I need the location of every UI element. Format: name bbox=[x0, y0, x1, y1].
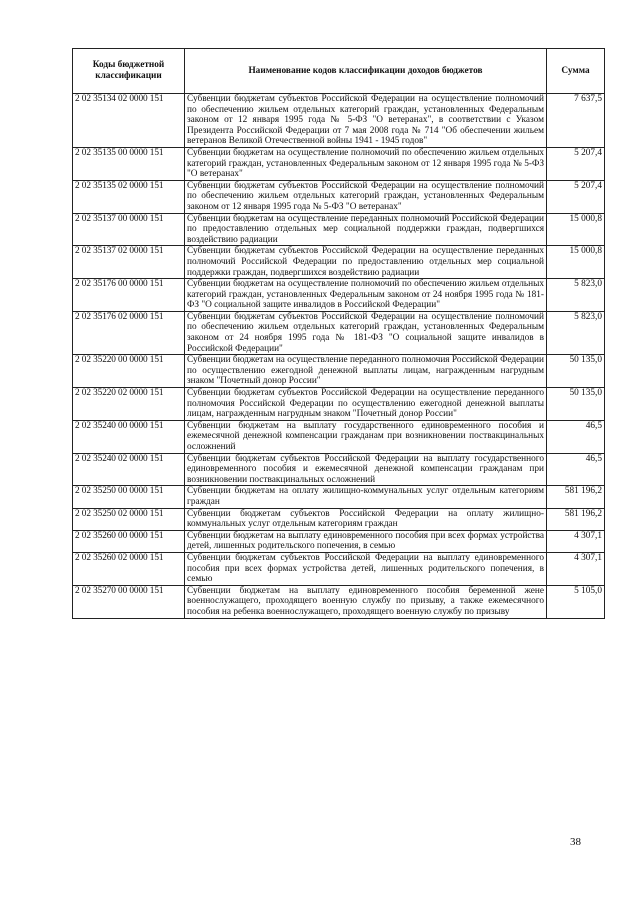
cell-code: 2 02 35176 00 0000 151 bbox=[73, 279, 185, 312]
table-row bbox=[73, 355, 605, 388]
cell-sum: 5 207,4 bbox=[547, 180, 605, 213]
table-row bbox=[73, 388, 605, 421]
cell-code: 2 02 35137 02 0000 151 bbox=[73, 246, 185, 279]
cell-sum: 15 000,8 bbox=[547, 246, 605, 279]
table-row bbox=[73, 147, 605, 180]
cell-name: Субвенции бюджетам на выплату единовременного пособия беременной жене военнослужащего, проходящего военную службу по призыву, а также ежемесячного пособия на ребенка военнослужащего, проходящего военную службу по призыву bbox=[185, 585, 547, 618]
table-header-row bbox=[73, 49, 605, 94]
header-name: Наименование кодов классификации доходов бюджетов bbox=[185, 49, 547, 94]
cell-code: 2 02 35220 00 0000 151 bbox=[73, 355, 185, 388]
cell-name: Субвенции бюджетам субъектов Российской Федерации на выплату государственного единовременного пособия и ежемесячной денежной компенсации гражданам при возникновении поствакцинальных осложнений bbox=[185, 453, 547, 486]
cell-sum: 7 637,5 bbox=[547, 94, 605, 148]
page-number: 38 bbox=[570, 836, 581, 848]
cell-name: Субвенции бюджетам субъектов Российской Федерации на осуществление полномочий по обеспечению жильем отдельных категорий граждан, установленных Федеральным законом от 24 ноября 1995 года № 181-ФЗ "О социальной защите инвалидов в Российской Федерации" bbox=[185, 311, 547, 354]
cell-code: 2 02 35135 00 0000 151 bbox=[73, 147, 185, 180]
budget-classification-table bbox=[72, 48, 605, 619]
cell-name: Субвенции бюджетам субъектов Российской Федерации на осуществление полномочий по обеспечению жильем отдельных категорий граждан, установленных Федеральным законом от 12 января 1995 года № 5-ФЗ "О ветеранах", в соответствии с Указом Президента Российской Федерации от 7 мая 2008 года № 714 "Об обеспечении жильем ветеранов Великой Отечественной войны 1941 - 1945 годов" bbox=[185, 94, 547, 148]
header-sum: Сумма bbox=[547, 49, 605, 94]
table-row bbox=[73, 420, 605, 453]
cell-sum: 4 307,1 bbox=[547, 530, 605, 552]
cell-code: 2 02 35134 02 0000 151 bbox=[73, 94, 185, 148]
table-row bbox=[73, 530, 605, 552]
table-row bbox=[73, 585, 605, 618]
cell-sum: 5 207,4 bbox=[547, 147, 605, 180]
cell-code: 2 02 35135 02 0000 151 bbox=[73, 180, 185, 213]
cell-code: 2 02 35240 00 0000 151 bbox=[73, 420, 185, 453]
cell-sum: 15 000,8 bbox=[547, 213, 605, 246]
table-row bbox=[73, 180, 605, 213]
table-row bbox=[73, 311, 605, 354]
cell-sum: 581 196,2 bbox=[547, 486, 605, 508]
cell-sum: 4 307,1 bbox=[547, 552, 605, 585]
cell-name: Субвенции бюджетам субъектов Российской Федерации на осуществление переданного полномочия Российской Федерации по осуществлению ежегодной денежной выплаты лицам, награжденным нагрудным знаком "Почетный донор России" bbox=[185, 388, 547, 421]
cell-name: Субвенции бюджетам субъектов Российской Федерации на осуществление полномочий по обеспечению жильем отдельных категорий граждан, установленных Федеральным законом от 12 января 1995 года № 5-ФЗ "О ветеранах" bbox=[185, 180, 547, 213]
cell-code: 2 02 35250 02 0000 151 bbox=[73, 508, 185, 530]
cell-name: Субвенции бюджетам на осуществление полномочий по обеспечению жильем отдельных категорий граждан, установленных Федеральным законом от 12 января 1995 года № 5-ФЗ "О ветеранах" bbox=[185, 147, 547, 180]
cell-name: Субвенции бюджетам субъектов Российской Федерации на осуществление переданных полномочий Российской Федерации по предоставлению отдельных мер социальной поддержки граждан, подвергшихся воздействию радиации bbox=[185, 246, 547, 279]
cell-sum: 5 823,0 bbox=[547, 279, 605, 312]
document-page bbox=[72, 48, 604, 619]
cell-sum: 46,5 bbox=[547, 420, 605, 453]
cell-name: Субвенции бюджетам на осуществление полномочий по обеспечению жильем отдельных категорий граждан, установленных Федеральным законом от 24 ноября 1995 года № 181-ФЗ "О социальной защите инвалидов в Российской Федерации" bbox=[185, 279, 547, 312]
cell-code: 2 02 35250 00 0000 151 bbox=[73, 486, 185, 508]
table-row bbox=[73, 213, 605, 246]
cell-name: Субвенции бюджетам субъектов Российской Федерации на оплату жилищно-коммунальных услуг отдельным категориям граждан bbox=[185, 508, 547, 530]
cell-name: Субвенции бюджетам на выплату единовременного пособия при всех формах устройства детей, лишенных родительского попечения, в семью bbox=[185, 530, 547, 552]
cell-sum: 50 135,0 bbox=[547, 388, 605, 421]
cell-code: 2 02 35176 02 0000 151 bbox=[73, 311, 185, 354]
cell-sum: 5 105,0 bbox=[547, 585, 605, 618]
table-row bbox=[73, 453, 605, 486]
cell-sum: 5 823,0 bbox=[547, 311, 605, 354]
cell-code: 2 02 35137 00 0000 151 bbox=[73, 213, 185, 246]
cell-sum: 46,5 bbox=[547, 453, 605, 486]
cell-name: Субвенции бюджетам на выплату государственного единовременного пособия и ежемесячной денежной компенсации гражданам при возникновении поствакцинальных осложнений bbox=[185, 420, 547, 453]
cell-code: 2 02 35270 00 0000 151 bbox=[73, 585, 185, 618]
table-row bbox=[73, 486, 605, 508]
cell-code: 2 02 35260 02 0000 151 bbox=[73, 552, 185, 585]
cell-name: Субвенции бюджетам субъектов Российской Федерации на выплату единовременного пособия при всех формах устройства детей, лишенных родительского попечения, в семью bbox=[185, 552, 547, 585]
table-row bbox=[73, 279, 605, 312]
cell-sum: 50 135,0 bbox=[547, 355, 605, 388]
cell-code: 2 02 35260 00 0000 151 bbox=[73, 530, 185, 552]
table-row bbox=[73, 508, 605, 530]
cell-name: Субвенции бюджетам на осуществление переданных полномочий Российской Федерации по предоставлению отдельных мер социальной поддержки граждан, подвергшихся воздействию радиации bbox=[185, 213, 547, 246]
cell-code: 2 02 35220 02 0000 151 bbox=[73, 388, 185, 421]
cell-name: Субвенции бюджетам на осуществление переданного полномочия Российской Федерации по осуществлению ежегодной денежной выплаты лицам, награжденным нагрудным знаком "Почетный донор России" bbox=[185, 355, 547, 388]
cell-name: Субвенции бюджетам на оплату жилищно-коммунальных услуг отдельным категориям граждан bbox=[185, 486, 547, 508]
table-row bbox=[73, 94, 605, 148]
table-row bbox=[73, 246, 605, 279]
cell-sum: 581 196,2 bbox=[547, 508, 605, 530]
header-codes: Коды бюджетной классификации bbox=[73, 49, 185, 94]
cell-code: 2 02 35240 02 0000 151 bbox=[73, 453, 185, 486]
table-row bbox=[73, 552, 605, 585]
